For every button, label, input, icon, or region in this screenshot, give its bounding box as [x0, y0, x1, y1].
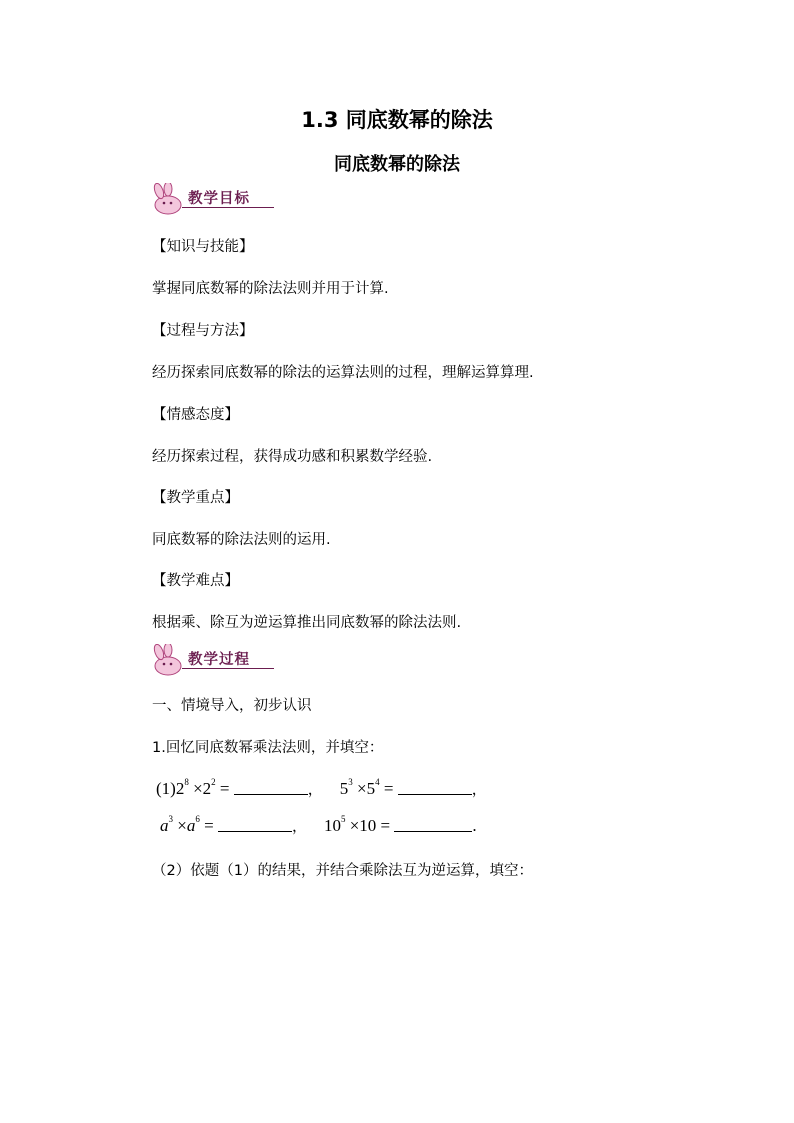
- answer-blank[interactable]: [234, 780, 308, 795]
- goal-text-5: 根据乘、除互为逆运算推出同底数幂的除法法则.: [152, 615, 462, 631]
- goal-heading-2: 【过程与方法】: [152, 323, 254, 339]
- bunny-icon: [148, 183, 188, 217]
- goal-heading-1: 【知识与技能】: [152, 239, 254, 255]
- item-2: （2）依题（1）的结果，并结合乘除法互为逆运算，填空：: [152, 863, 533, 879]
- answer-blank[interactable]: [394, 817, 472, 832]
- bunny-icon: [148, 644, 188, 678]
- math-line-2: $a^3 \times a^6$ = ， $10^5 \times 10$ = .: [160, 814, 477, 835]
- page-title: 1.3 同底数幂的除法: [301, 108, 493, 132]
- banner-label-process: 教学过程: [188, 652, 250, 668]
- goal-text-3: 经历探索过程，获得成功感和积累数学经验.: [152, 449, 433, 465]
- goal-text-4: 同底数幂的除法法则的运用.: [152, 532, 331, 548]
- section-banner-process: [148, 644, 274, 678]
- banner-underline: [182, 668, 274, 669]
- page-subtitle: 同底数幂的除法: [334, 154, 460, 175]
- answer-blank[interactable]: [218, 817, 292, 832]
- answer-blank[interactable]: [398, 780, 472, 795]
- banner-underline: [182, 207, 274, 208]
- section-heading-1: 一、情境导入，初步认识: [152, 698, 312, 714]
- item-1: 1.回忆同底数幂乘法法则，并填空：: [152, 740, 384, 756]
- q1-prefix: (1): [156, 779, 176, 798]
- goal-heading-5: 【教学难点】: [152, 573, 239, 589]
- goal-heading-3: 【情感态度】: [152, 407, 239, 423]
- banner-label-goals: 教学目标: [188, 191, 250, 207]
- goal-heading-4: 【教学重点】: [152, 490, 239, 506]
- section-banner-goals: [148, 183, 274, 217]
- goal-text-2: 经历探索同底数幂的除法的运算法则的过程，理解运算算理.: [152, 365, 534, 381]
- goal-text-1: 掌握同底数幂的除法法则并用于计算.: [152, 281, 389, 297]
- math-line-1: $(1)2^8 \times 2^2$ = ， $5^3 \times 5^4$ = ，: [156, 777, 487, 798]
